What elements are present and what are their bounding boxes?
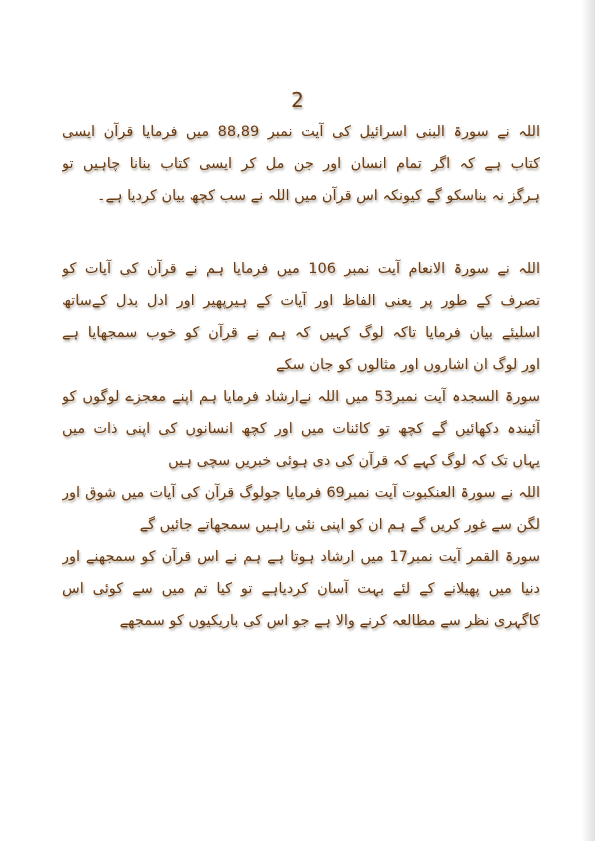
text-line: کاگہری نظر سے مطالعہ کرنے والا ہے جو اس کی باریکیوں کو سمجھے xyxy=(119,613,540,629)
text-line: یہاں تک کہ لوگ کہے کہ قرآن کی دی ہوئی خبریں سچی ہیں xyxy=(168,453,540,469)
paragraph-spacer xyxy=(62,212,540,253)
text-line: اللہ نے سورۃ الانعام آیت نمبر 106 میں فرمایا ہم نے قرآن کی آیات کو xyxy=(62,261,540,277)
text-line: ہرگز نہ بناسکو گے کیونکہ اس قرآن میں اللہ نے سب کچھ بیان کردیا ہے۔ xyxy=(96,188,540,204)
text-line: سورۃ القمر آیت نمبر17 میں ارشاد ہوتا ہے ہم نے اس قرآن کو سمجھنے اور xyxy=(62,549,540,565)
page-body xyxy=(62,116,540,637)
paragraph-quran-verses xyxy=(62,253,540,637)
paragraph-quran-challenge xyxy=(62,116,540,212)
text-line: لگن سے غور کریں گے ہم ان کو اپنی نئی راہیں سمجھاتے جائیں گے xyxy=(139,517,540,533)
page-number: 2 xyxy=(291,88,304,112)
text-line: اسلیئے بیان فرمایا تاکہ لوگ کہیں کہ ہم نے قرآن کو خوب سمجھایا ہے xyxy=(62,325,540,341)
text-line: دنیا میں پھیلانے کے لئے بہت آسان کردیاہے تو کیا تم میں سے کوئی اس xyxy=(62,581,540,597)
text-line: اور لوگ ان اشاروں اور مثالوں کو جان سکے xyxy=(276,357,540,373)
text-line: سورۃ السجدہ آیت نمبر53 میں اللہ نےارشاد فرمایا ہم اپنے معجزے لوگوں کو xyxy=(62,389,540,405)
text-line: اللہ نے سورۃ العنکبوت آیت نمبر69 فرمایا جولوگ قرآن کی آیات میں شوق اور xyxy=(62,485,540,501)
text-line: اللہ نے سورۃ البنی اسرائیل کی آیت نمبر 88,89 میں فرمایا قرآن ایسی xyxy=(62,124,540,140)
text-line: آئیندہ دکھائیں گے کچھ تو کائنات میں اور کچھ انسانوں کی اپنی ذات میں xyxy=(62,421,540,437)
page-edge-shadow xyxy=(581,0,595,841)
text-line: تصرف کے طور پر یعنی الفاظ اور آیات کے ہیرپھیر اور ادل بدل کےساتھ xyxy=(62,293,540,309)
text-line: کتاب ہے کہ اگر تمام انسان اور جن مل کر ایسی کتاب بنانا چاہیں تو xyxy=(62,156,540,172)
